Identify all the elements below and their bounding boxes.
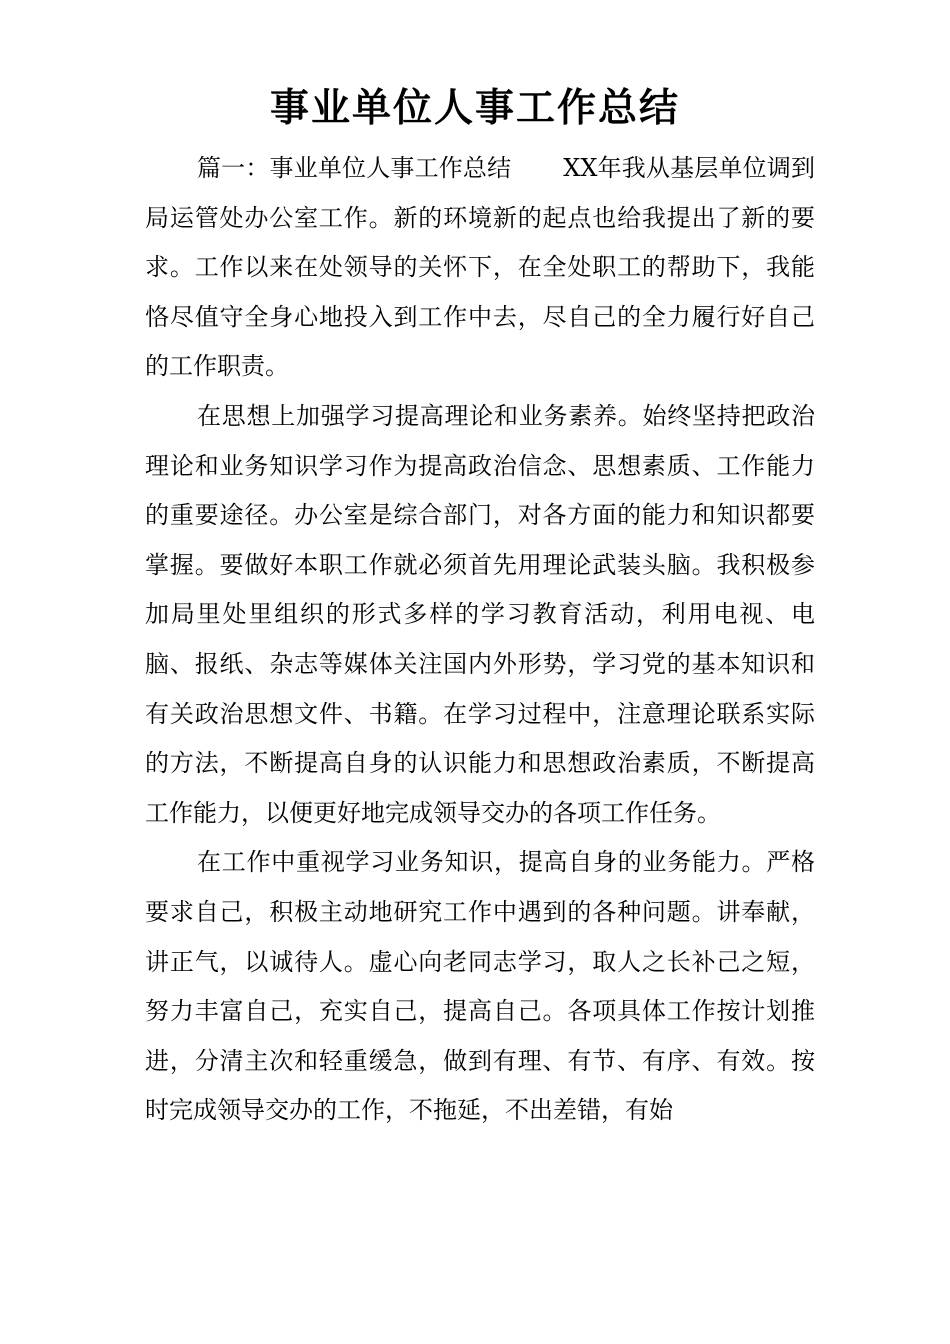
document-title: 事业单位人事工作总结	[269, 85, 680, 131]
paragraph-1-text: XX年我从基层单位调到局运管处办公室工作。新的环境新的起点也给我提出了新的要求。工作以来在处领导的关怀下，在全处职工的帮助下，我能恪尽值守全身心地投入到工作中去，尽自己的全力履行好自己的工作职责。	[145, 154, 816, 381]
paragraph-2: 在思想上加强学习提高理论和业务素养。始终坚持把政治理论和业务知识学习作为提高政治信念、思想素质、工作能力的重要途径。办公室是综合部门，对各方面的能力和知识都要掌握。要做好本职工作就必须首先用理论武装头脑。我积极参加局里处里组织的形式多样的学习教育活动，利用电视、电脑、报纸、杂志等媒体关注国内外形势，学习党的基本知识和有关政治思想文件、书籍。在学习过程中，注意理论联系实际的方法，不断提高自身的认识能力和思想政治素质，不断提高工作能力，以便更好地完成领导交办的各项工作任务。	[145, 401, 815, 827]
intro-heading: 篇一：事业单位人事工作总结	[197, 154, 512, 182]
paragraph-1	[145, 144, 815, 392]
document-body	[145, 144, 815, 1136]
paragraph-3: 在工作中重视学习业务知识，提高自身的业务能力。严格要求自己，积极主动地研究工作中遇到的各种问题。讲奉献，讲正气，以诚待人。虚心向老同志学习，取人之长补己之短，努力丰富自己，充实自己，提高自己。各项具体工作按计划推进，分清主次和轻重缓急，做到有理、有节、有序、有效。按时完成领导交办的工作，不拖延，不出差错，有始	[145, 848, 815, 1125]
